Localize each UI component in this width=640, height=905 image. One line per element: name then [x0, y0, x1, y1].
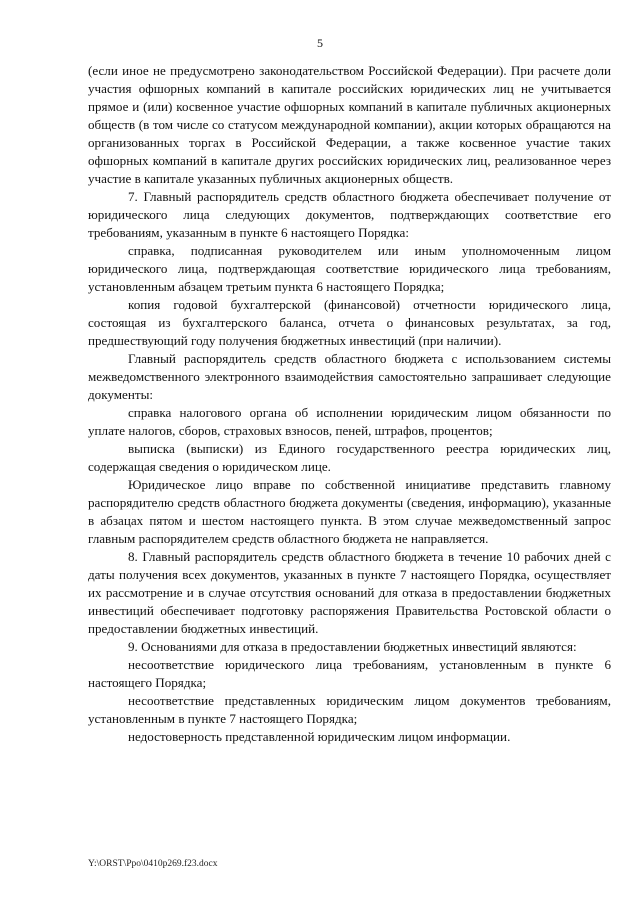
- paragraph: несоответствие юридического лица требованиям, установленным в пункте 6 настоящего Порядка;: [88, 657, 611, 690]
- paragraph: 9. Основаниями для отказа в предоставлении бюджетных инвестиций являются:: [128, 639, 577, 654]
- file-path-footer: Y:\ORST\Ppo\0410p269.f23.docx: [88, 859, 218, 869]
- paragraph: 8. Главный распорядитель средств областного бюджета в течение 10 рабочих дней с даты получения всех документов, указанных в пункте 7 настоящего Порядка, осуществляет их рассмотрение и в случае отсутствия оснований для отказа в предоставлении бюджетных инвестиций обеспечивает подготовку распоряжения Правительства Ростовской области о предоставлении бюджетных инвестиций.: [88, 549, 611, 636]
- paragraph: справка налогового органа об исполнении юридическим лицом обязанности по уплате налогов, сборов, страховых взносов, пеней, штрафов, процентов;: [88, 405, 611, 438]
- paragraph: несоответствие представленных юридическим лицом документов требованиям, установленным в пункте 7 настоящего Порядка;: [88, 693, 611, 726]
- paragraph: справка, подписанная руководителем или иным уполномоченным лицом юридического лица, подтверждающая соответствие юридического лица требованиям, установленным абзацем третьим пункта 6 настоящего Порядка;: [88, 243, 611, 294]
- paragraph: недостоверность представленной юридическим лицом информации.: [128, 729, 511, 744]
- paragraph: Главный распорядитель средств областного бюджета с использованием системы межведомственного электронного взаимодействия самостоятельно запрашивает следующие документы:: [88, 351, 611, 402]
- paragraph: копия годовой бухгалтерской (финансовой) отчетности юридического лица, состоящая из бухгалтерского баланса, отчета о финансовых результатах, за год, предшествующий году получения бюджетных инвестиций (при наличии).: [88, 297, 611, 348]
- page-number: 5: [317, 36, 323, 50]
- paragraph: Юридическое лицо вправе по собственной инициативе представить главному распорядителю средств областного бюджета документы (сведения, информацию), указанные в абзацах пятом и шестом настоящего пункта. В этом случае межведомственный запрос главным распорядителем средств областного бюджета не направляется.: [88, 477, 611, 546]
- paragraph: 7. Главный распорядитель средств областного бюджета обеспечивает получение от юридического лица следующих документов, подтверждающих соответствие его требованиям, указанным в пункте 6 настоящего Порядка:: [88, 189, 611, 240]
- paragraph: выписка (выписки) из Единого государственного реестра юридических лиц, содержащая сведения о юридическом лице.: [88, 441, 611, 474]
- document-body: [88, 62, 611, 746]
- paragraph: (если иное не предусмотрено законодательством Российской Федерации). При расчете доли участия офшорных компаний в капитале российских юридических лиц не учитывается прямое и (или) косвенное участие офшорных компаний в капитале публичных акционерных обществ (в том числе со статусом международной компании), акции которых обращаются на организованных торгах в Российской Федерации, а также косвенное участие таких офшорных компаний в капитале других российских юридических лиц, реализованное через участие в капитале указанных публичных акционерных обществ.: [88, 63, 611, 186]
